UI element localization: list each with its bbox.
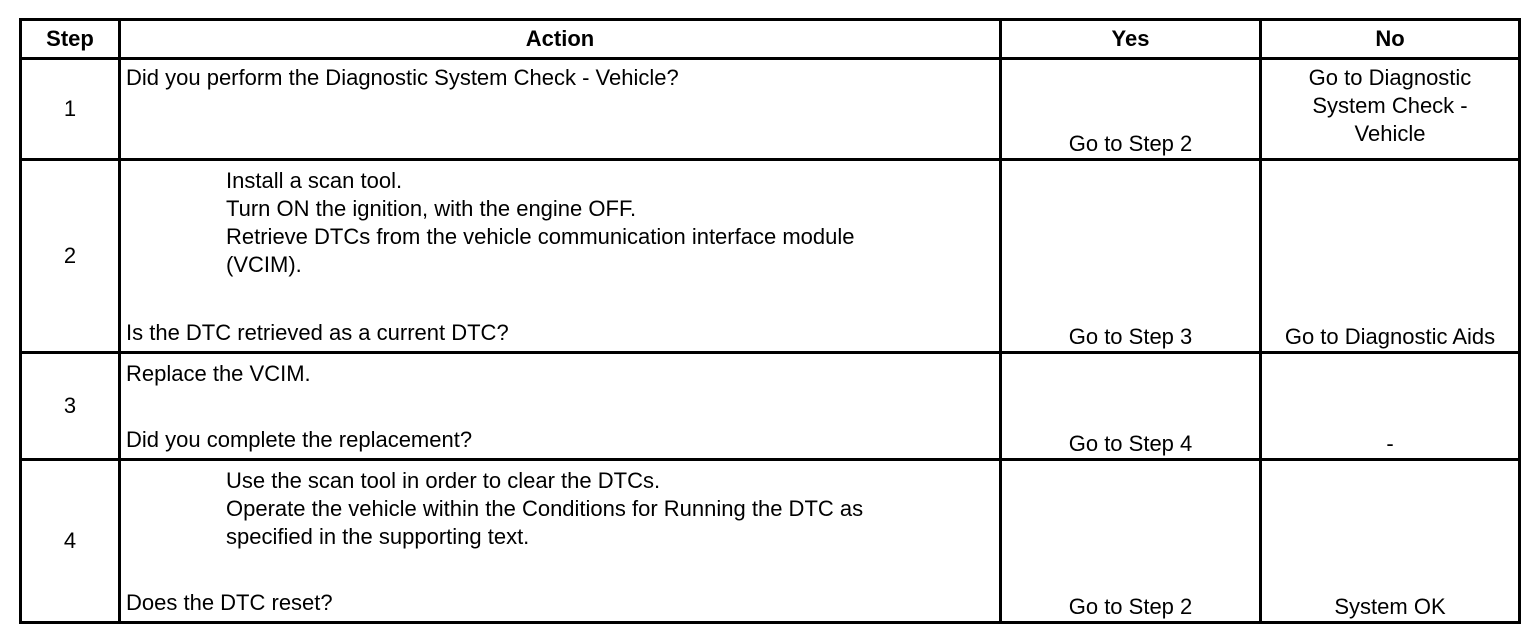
table-row <box>21 353 1520 460</box>
instruction-line: Use the scan tool in order to clear the DTCs. <box>226 468 661 493</box>
action-cell <box>120 160 1001 353</box>
action-question: Does the DTC reset? <box>126 590 333 615</box>
action-question: Did you perform the Diagnostic System Check - Vehicle? <box>126 65 679 90</box>
action-cell <box>120 59 1001 160</box>
yes-cell: Go to Step 2 <box>1001 59 1261 160</box>
yes-cell: Go to Step 2 <box>1001 460 1261 623</box>
no-line: Vehicle <box>1354 121 1426 146</box>
instruction-line: (VCIM). <box>226 252 302 277</box>
action-instructions <box>121 354 999 388</box>
no-cell: - <box>1261 353 1520 460</box>
table-header-row <box>21 20 1520 59</box>
action-question: Is the DTC retrieved as a current DTC? <box>126 320 509 345</box>
instruction-line: Replace the VCIM. <box>126 361 311 386</box>
instruction-line: Install a scan tool. <box>226 168 403 193</box>
action-question: Did you complete the replacement? <box>126 427 473 452</box>
table-row <box>21 460 1520 623</box>
table-row <box>21 160 1520 353</box>
step-number: 3 <box>21 353 120 460</box>
instruction-line: specified in the supporting text. <box>226 524 530 549</box>
header-step: Step <box>21 20 120 59</box>
no-cell: Go to Diagnostic Aids <box>1261 160 1520 353</box>
instruction-line: Turn ON the ignition, with the engine OFF. <box>226 196 637 221</box>
yes-cell: Go to Step 4 <box>1001 353 1261 460</box>
step-number: 1 <box>21 59 120 160</box>
instruction-line: Operate the vehicle within the Conditions for Running the DTC as <box>226 496 864 521</box>
action-cell <box>120 460 1001 623</box>
yes-cell: Go to Step 3 <box>1001 160 1261 353</box>
action-instructions <box>121 161 999 279</box>
action-cell <box>120 353 1001 460</box>
diagnostic-steps-table <box>19 18 1521 624</box>
action-instructions <box>121 461 999 551</box>
table-row <box>21 59 1520 160</box>
no-line: Go to Diagnostic <box>1308 65 1472 90</box>
no-cell: System OK <box>1261 460 1520 623</box>
no-line: System Check - <box>1312 93 1468 118</box>
step-number: 4 <box>21 460 120 623</box>
header-no: No <box>1261 20 1520 59</box>
header-yes: Yes <box>1001 20 1261 59</box>
header-action: Action <box>120 20 1001 59</box>
no-cell <box>1261 59 1520 160</box>
instruction-line: Retrieve DTCs from the vehicle communication interface module <box>226 224 855 249</box>
step-number: 2 <box>21 160 120 353</box>
